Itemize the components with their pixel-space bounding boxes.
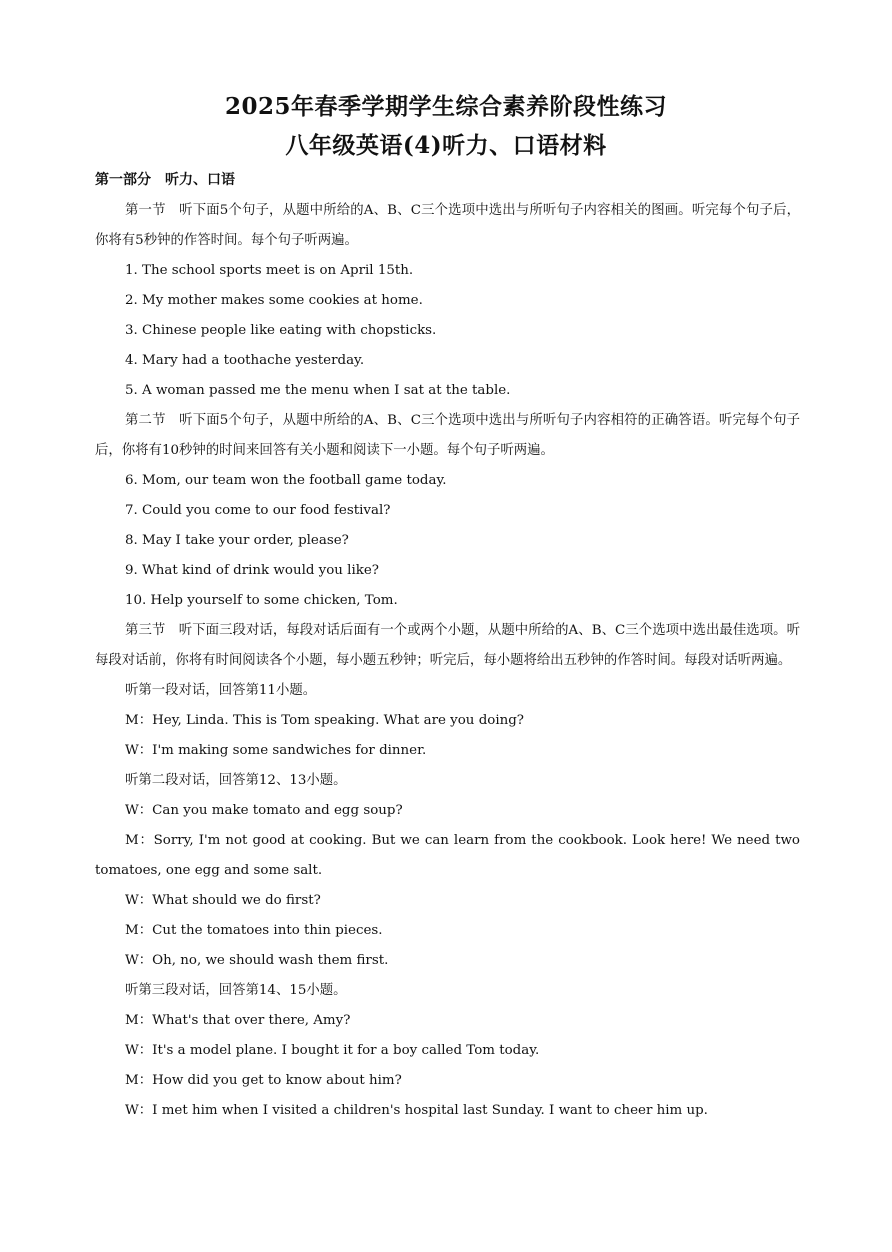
dialog2-heading: 听第二段对话，回答第12、13小题。: [125, 773, 347, 788]
dialog-line: M：Hey, Linda. This is Tom speaking. What are you doing?: [125, 713, 524, 728]
list-item: 10. Help yourself to some chicken, Tom.: [125, 593, 398, 608]
list-item: 6. Mom, our team won the football game today.: [125, 473, 447, 488]
dialog-line: W：What should we do first?: [125, 893, 321, 908]
dialog-line: M：Sorry, I'm not good at cooking. But we can learn from the cookbook. Look here! We need two tomatoes, one egg and some salt.: [95, 833, 800, 878]
dialog-line: M：How did you get to know about him?: [125, 1073, 402, 1088]
part-heading: 第一部分 听力、口语: [95, 172, 235, 188]
dialog-line: M：Cut the tomatoes into thin pieces.: [125, 923, 383, 938]
dialog-line: W：I'm making some sandwiches for dinner.: [125, 743, 427, 758]
dialog-line: W：It's a model plane. I bought it for a boy called Tom today.: [125, 1043, 540, 1058]
dialog3-heading: 听第三段对话，回答第14、15小题。: [125, 983, 347, 998]
document-body: [95, 196, 800, 1126]
dialog-line: W：Oh, no, we should wash them first.: [125, 953, 389, 968]
list-item: 5. A woman passed me the menu when I sat at the table.: [125, 383, 511, 398]
dialog1-heading: 听第一段对话，回答第11小题。: [125, 683, 317, 698]
page-subtitle: 八年级英语(4)听力、口语材料: [285, 132, 607, 159]
list-item: 8. May I take your order, please?: [125, 533, 349, 548]
dialog-line: M：What's that over there, Amy?: [125, 1013, 351, 1028]
list-item: 7. Could you come to our food festival?: [125, 503, 391, 518]
list-item: 1. The school sports meet is on April 15th.: [125, 263, 414, 278]
list-item: 3. Chinese people like eating with chopsticks.: [125, 323, 437, 338]
section3-instruction: 第三节 听下面三段对话，每段对话后面有一个或两个小题，从题中所给的A、B、C三个选项中选出最佳选项。听每段对话前，你将有时间阅读各个小题，每小题五秒钟；听完后，每小题将给出五秒钟的作答时间。每段对话听两遍。: [95, 623, 800, 668]
dialog-line: W：Can you make tomato and egg soup?: [125, 803, 403, 818]
list-item: 4. Mary had a toothache yesterday.: [125, 353, 365, 368]
list-item: 9. What kind of drink would you like?: [125, 563, 379, 578]
list-item: 2. My mother makes some cookies at home.: [125, 293, 423, 308]
dialog-line: W：I met him when I visited a children's hospital last Sunday. I want to cheer him up.: [125, 1103, 708, 1118]
section1-instruction: 第一节 听下面5个句子，从题中所给的A、B、C三个选项中选出与所听句子内容相关的图画。听完每个句子后，你将有5秒钟的作答时间。每个句子听两遍。: [95, 203, 800, 248]
section2-instruction: 第二节 听下面5个句子，从题中所给的A、B、C三个选项中选出与所听句子内容相符的正确答语。听完每个句子后，你将有10秒钟的时间来回答有关小题和阅读下一小题。每个句子听两遍。: [95, 413, 800, 458]
page-title: 2025年春季学期学生综合素养阶段性练习: [224, 93, 667, 120]
